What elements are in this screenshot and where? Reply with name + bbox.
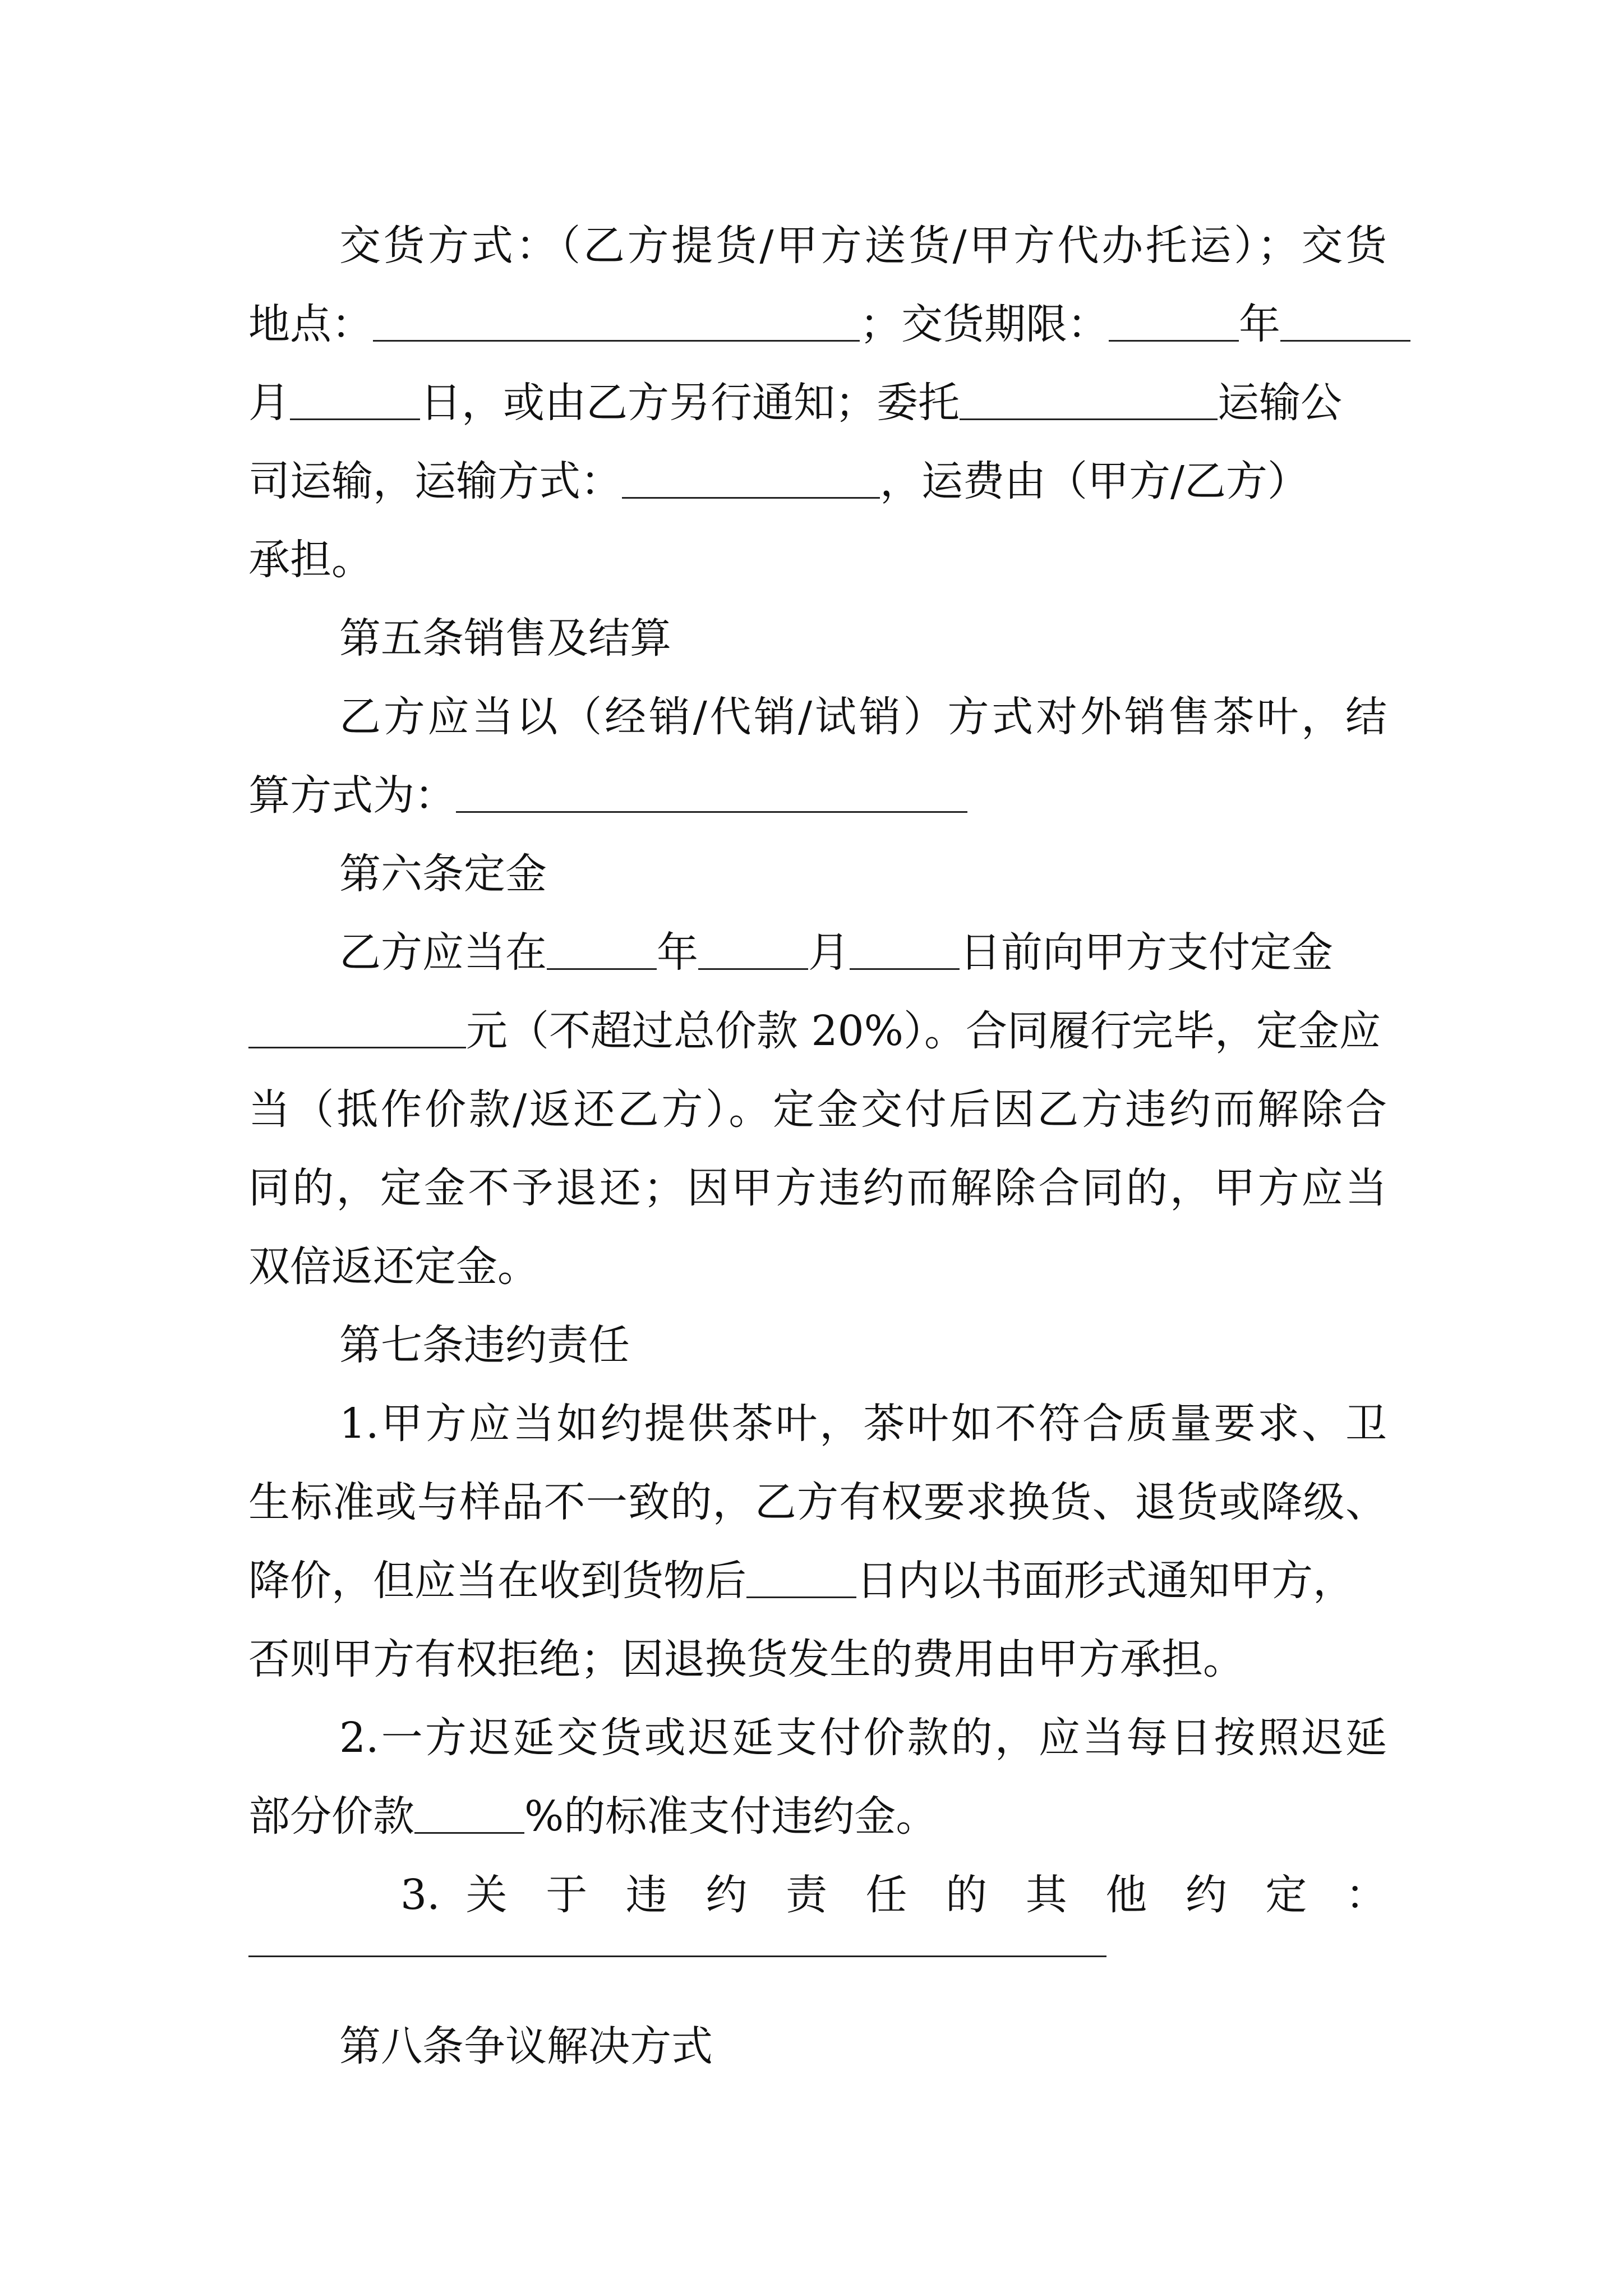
article-7-heading [339,1306,1387,1384]
delivery-text-5: 承担。 [248,536,373,584]
clause-1-text-4: 否则甲方有权拒绝；因退换货发生的费用由甲方承担。 [248,1635,1244,1683]
delivery-notice-text: 日，或由乙方另行通知；委托 [420,379,960,427]
article-7-clause-1-line-1 [339,1384,1387,1463]
article-5-line-1 [339,678,1387,756]
article-5-title: 第五条销售及结算 [339,614,671,662]
article-6-line-5 [248,1227,1387,1306]
article-5-text-1: 乙方应当以（经销/代销/试销）方式对外销售茶叶，结 [339,693,1387,741]
delivery-place-blank[interactable] [373,298,860,342]
delivery-line-2 [248,285,1387,364]
deposit-amount-text: 元（不超过总价款 20%）。合同履行完毕，定金应 [466,1007,1381,1055]
article-6-text-4: 同的，定金不予退还；因甲方违约而解除合同的，甲方应当 [248,1164,1387,1212]
deposit-month-label: 月 [808,928,850,977]
penalty-rate-text: %的标准支付违约金。 [524,1792,938,1841]
article-6-title: 第六条定金 [339,850,547,898]
article-7-clause-1-line-2 [248,1463,1387,1542]
article-6-line-4 [248,1149,1387,1227]
transport-mode-label: 司运输，运输方式： [248,457,622,505]
article-7-title: 第七条违约责任 [339,1321,630,1369]
delivery-line-5 [248,521,1387,599]
penalty-rate-blank[interactable] [414,1791,524,1834]
article-7-clause-1-line-3 [248,1542,1387,1620]
settlement-method-blank[interactable] [456,770,967,813]
article-8-heading [339,2007,1387,2086]
deposit-day-blank[interactable] [850,927,960,970]
notice-days-blank[interactable] [746,1555,856,1598]
article-8-title: 第八条争议解决方式 [339,2022,713,2070]
delivery-text-1: 交货方式：（乙方提货/甲方送货/甲方代办托运）；交货 [339,222,1387,270]
deposit-payment-text: 日前向甲方支付定金 [960,928,1333,977]
deadline-month-blank[interactable] [1280,298,1410,342]
deposit-year-blank[interactable] [547,927,657,970]
transport-company-blank[interactable] [960,377,1218,420]
article-6-text-3: 当（抵作价款/返还乙方）。定金交付后因乙方违约而解除合 [248,1085,1387,1134]
deposit-amount-blank[interactable] [248,1005,466,1048]
clause-1-text-1: 1.甲方应当如约提供茶叶，茶叶如不符合质量要求、卫 [339,1400,1387,1448]
clause-1-notice-label: 降价，但应当在收到货物后 [248,1557,746,1605]
delivery-line-1 [339,206,1387,285]
deadline-year-label: 年 [1239,300,1280,348]
deadline-month-label: 月 [248,379,290,427]
deposit-year-label: 年 [657,928,698,977]
article-6-heading [339,835,1387,913]
penalty-rate-label: 部分价款 [248,1792,414,1841]
delivery-place-label: 地点： [248,300,373,348]
clause-1-text-2: 生标准或与样品不一致的，乙方有权要求换货、退货或降级、 [248,1478,1387,1526]
settlement-method-label: 算方式为： [248,771,456,820]
article-7-clause-2-line-1 [339,1699,1387,1777]
article-7-clause-1-line-4 [248,1620,1387,1699]
freight-bearer-text: ，运费由（甲方/乙方） [880,457,1309,505]
transport-mode-blank[interactable] [622,455,880,499]
article-6-line-3 [248,1070,1387,1149]
delivery-line-3 [248,364,1387,442]
transport-company-label: 运输公 [1218,379,1342,427]
article-5-heading [339,599,1387,678]
delivery-line-4 [248,442,1387,521]
delivery-deadline-label: ；交货期限： [860,300,1109,348]
article-6-line-2 [248,992,1387,1070]
article-6-line-1 [339,913,1387,992]
deadline-year-blank[interactable] [1109,298,1239,342]
clause-1-notice-text: 日内以书面形式通知甲方， [856,1557,1354,1605]
other-terms-blank[interactable] [248,1955,1106,1957]
article-7-clause-3 [400,1856,1387,1934]
article-7-clause-2-line-2 [248,1777,1387,1856]
clause-2-text-1: 2.一方迟延交货或迟延支付价款的，应当每日按照迟延 [339,1714,1387,1762]
deposit-month-blank[interactable] [698,927,808,970]
deposit-date-label: 乙方应当在 [339,928,547,977]
article-6-text-5: 双倍返还定金。 [248,1243,539,1291]
clause-3-text: 3. 关 于 违 约 责 任 的 其 他 约 定 ： [400,1871,1387,1919]
deadline-day-blank[interactable] [290,377,420,420]
article-5-line-2 [248,756,1387,835]
